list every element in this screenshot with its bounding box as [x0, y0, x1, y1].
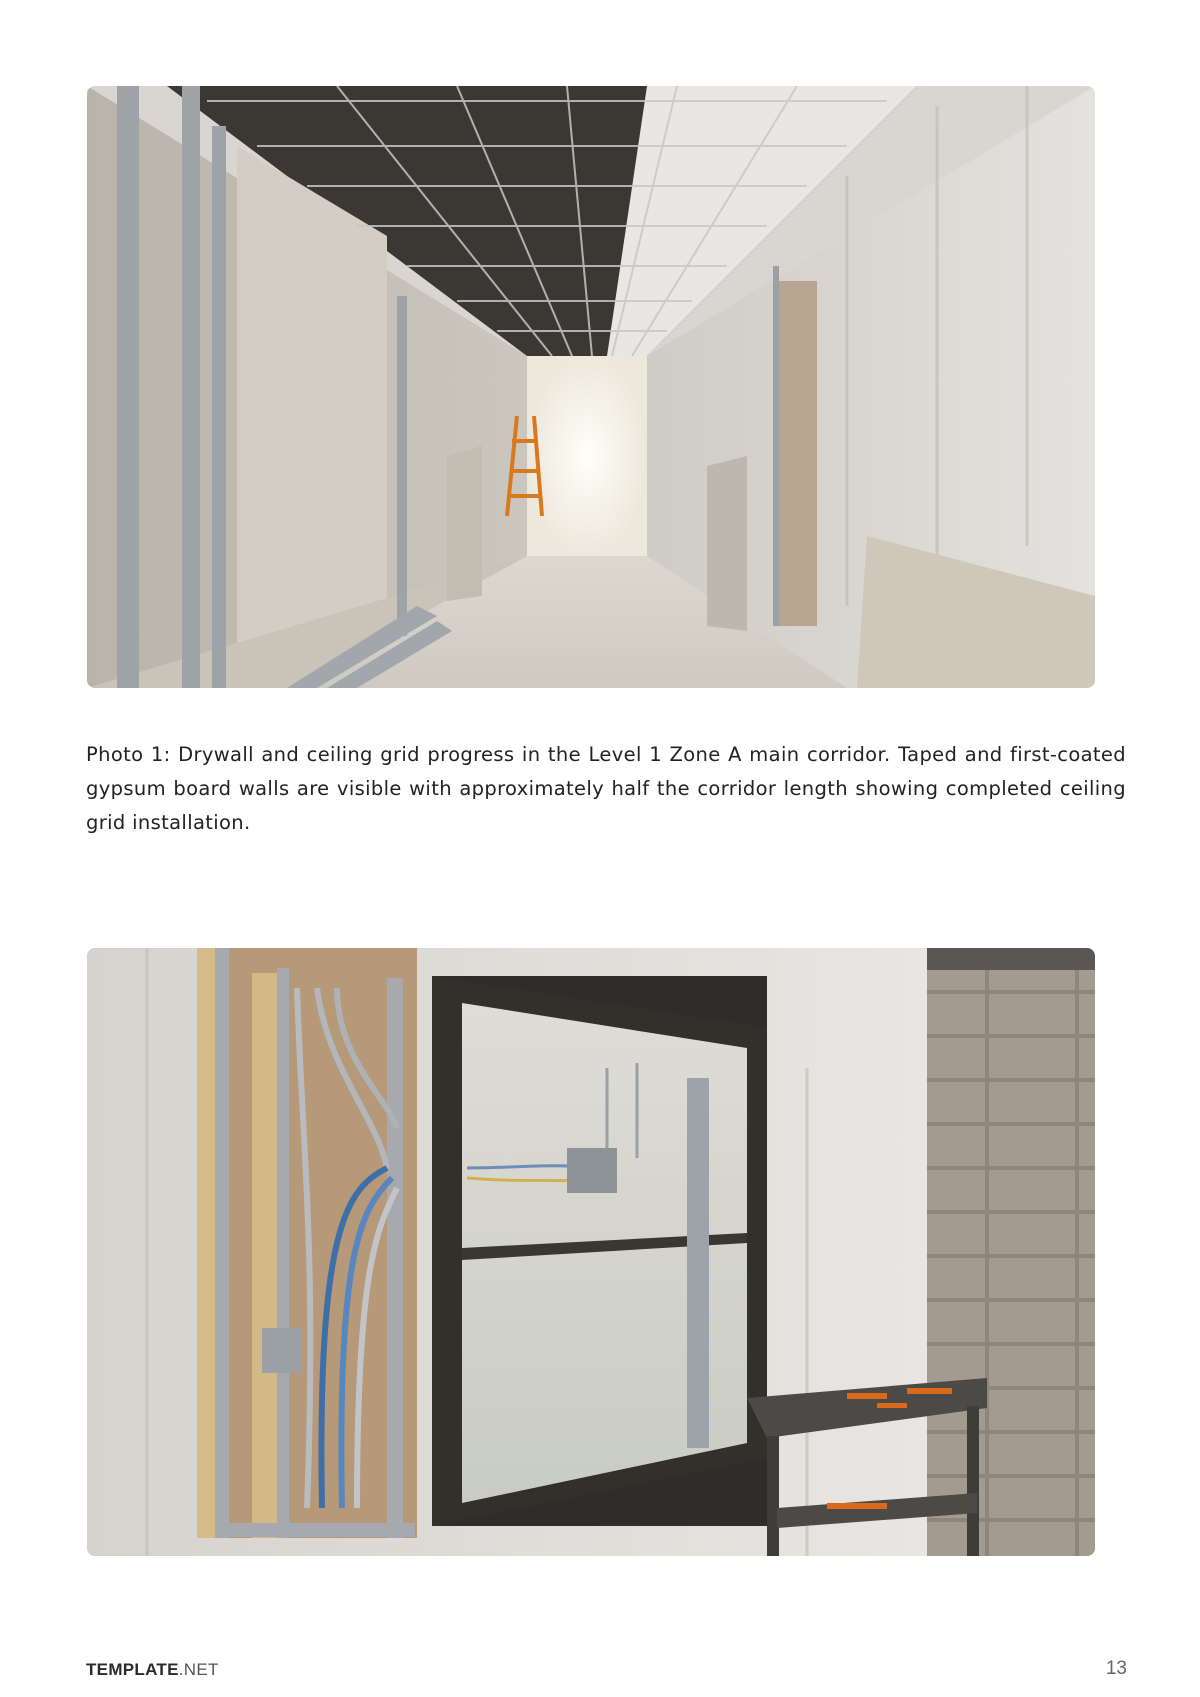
brand-name-suffix: .NET [178, 1660, 219, 1679]
window-conduit-photo-illustration [87, 948, 1095, 1556]
corridor-photo-illustration [87, 86, 1095, 688]
corridor-photo [87, 86, 1095, 688]
page-number: 13 [1105, 1658, 1127, 1679]
window-conduit-photo [87, 948, 1095, 1556]
brand-name-bold: TEMPLATE [86, 1660, 179, 1679]
footer-brand-logo [86, 1660, 219, 1680]
photo-1-caption: Photo 1: Drywall and ceiling grid progress in the Level 1 Zone A main corridor. Taped and first-coated gypsum board walls are visible with approximately half the corridor length showing completed ceiling grid installation. [86, 743, 1126, 834]
